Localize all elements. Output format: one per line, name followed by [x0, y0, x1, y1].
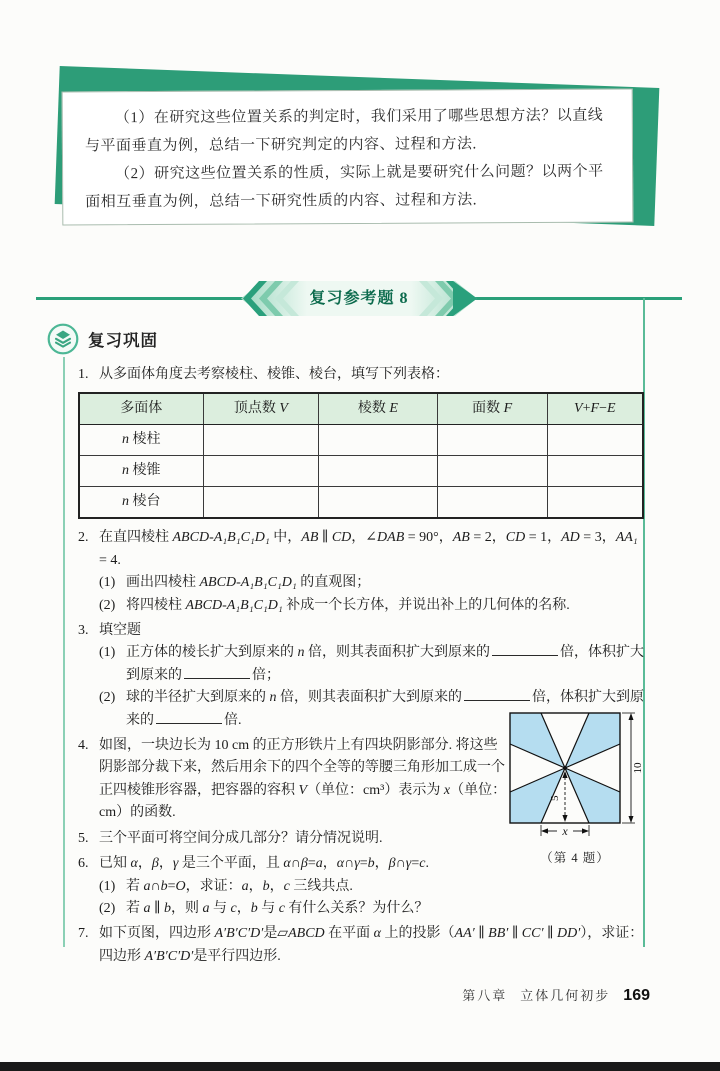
table-empty-cell	[203, 456, 319, 487]
shaded-region	[510, 768, 565, 823]
table-empty-cell	[319, 425, 437, 456]
intro-line-2: （2）研究这些位置关系的性质，实际上就是要研究什么问题？以两个平面相互垂直为例，总结一下研究性质的内容、过程和方法.	[85, 163, 604, 211]
col-header-vertices: 顶点数 V	[203, 393, 319, 425]
footer-chapter: 第八章	[462, 988, 508, 1003]
problem-2-sub-2	[99, 595, 644, 617]
subitem-number: (1)	[99, 645, 116, 661]
footer-page-number: 169	[623, 987, 650, 1004]
problem-1-number: 1.	[78, 367, 89, 382]
subitem-text: 球的半径扩大到原来的 n 倍，则其表面积扩大到原来的 倍，体积扩大到原来的 倍.	[126, 687, 644, 732]
table-empty-cell	[319, 456, 437, 487]
problem-2	[78, 527, 644, 617]
figure-caption: （第 4 题）	[540, 851, 610, 865]
problem-2-text: 在直四棱柱 ABCD-A₁B₁C₁D₁ 中，AB ∥ CD，∠DAB = 90°，AB = 2，CD = 1，AD = 3，AA₁ = 4.	[99, 530, 638, 568]
problem-3-number: 3.	[78, 623, 89, 639]
problem-3-sub-1	[99, 642, 644, 687]
photo-bottom-edge	[0, 1062, 720, 1071]
banner-title: 复习参考题 8	[309, 290, 409, 307]
problem-6-sub-1	[99, 876, 508, 898]
problem-2-number: 2.	[78, 530, 89, 546]
table-empty-cell	[547, 456, 643, 487]
intro-box	[62, 89, 634, 226]
subitem-number: (1)	[99, 575, 116, 591]
problem-6-sub-2	[99, 898, 508, 920]
problem-7-number: 7.	[78, 926, 89, 942]
polyhedron-table	[78, 392, 644, 519]
problem-5-text: 三个平面可将空间分成几部分？请分情况说明.	[99, 830, 383, 846]
left-accent-rule	[63, 357, 65, 947]
problem-6-number: 6.	[78, 856, 89, 872]
col-header-faces: 面数 F	[437, 393, 547, 425]
problem-3-text: 填空题	[99, 623, 141, 639]
problem-4-number: 4.	[78, 738, 89, 754]
dim-label-10: 10	[632, 762, 644, 774]
col-header-polyhedron: 多面体	[79, 393, 203, 425]
table-empty-cell	[547, 425, 643, 456]
banner-rule-left	[36, 297, 243, 300]
problem-5-number: 5.	[78, 830, 89, 846]
square-sheet-diagram	[504, 709, 646, 841]
table-empty-cell	[319, 487, 437, 519]
problem-1-text: 从多面体角度去考察棱柱、棱锥、棱台，填写下列表格：	[99, 367, 449, 382]
row-label-prism: n 棱柱	[79, 425, 203, 456]
layers-icon	[47, 323, 79, 355]
section-title: 复习巩固	[88, 331, 158, 350]
table-empty-cell	[203, 487, 319, 519]
problem-2-sub-1	[99, 572, 644, 594]
dim-label-x: x	[562, 824, 568, 838]
table-empty-cell	[437, 425, 547, 456]
table-header-row	[79, 393, 643, 425]
problem-7	[78, 923, 644, 968]
footer-section: 立体几何初步	[520, 988, 611, 1003]
subitem-text: 画出四棱柱 ABCD-A₁B₁C₁D₁ 的直观图；	[126, 575, 371, 591]
shaded-region	[565, 713, 620, 768]
problem-4-figure	[504, 709, 646, 866]
row-label-pyramid: n 棱锥	[79, 456, 203, 487]
problem-4-text: 如图，一块边长为 10 cm 的正方形铁片上有四块阴影部分. 将这些阴影部分裁下来，然后用余下的四个全等的等腰三角形加工成一个正四棱锥形容器，把容器的容积 V（单位：cm³）表示为 x（单位：cm）的函数.	[99, 738, 507, 821]
banner-rule-right	[475, 297, 682, 300]
subitem-text: 若 a∩b=O，求证：a，b，c 三线共点.	[126, 878, 353, 894]
subitem-text: 若 a ∥ b，则 a 与 c，b 与 c 有什么关系？为什么？	[126, 900, 429, 916]
table-empty-cell	[203, 425, 319, 456]
col-header-edges: 棱数 E	[319, 393, 437, 425]
shaded-region	[510, 713, 565, 768]
table-empty-cell	[437, 487, 547, 519]
table-row	[79, 456, 643, 487]
subitem-number: (2)	[99, 900, 116, 916]
subitem-number: (1)	[99, 878, 116, 894]
table-row	[79, 425, 643, 456]
subitem-text: 正方体的棱长扩大到原来的 n 倍，则其表面积扩大到原来的 倍，体积扩大到原来的 倍；	[126, 642, 644, 687]
review-banner	[241, 281, 477, 316]
review-banner-row	[36, 281, 682, 316]
problem-1	[78, 364, 644, 386]
problem-6-text: 已知 α，β，γ 是三个平面，且 α∩β=a，α∩γ=b，β∩γ=c.	[99, 856, 429, 872]
subitem-number: (2)	[99, 690, 116, 706]
col-header-euler: V+F−E	[547, 393, 643, 425]
intro-line-1: （1）在研究这些位置关系的判定时，我们采用了哪些思想方法？以直线与平面垂直为例，总结一下研究判定的内容、过程和方法.	[84, 107, 604, 155]
table-empty-cell	[547, 487, 643, 519]
page-footer	[462, 985, 650, 1005]
problem-list	[78, 364, 644, 971]
shaded-region	[565, 768, 620, 823]
section-header	[47, 323, 158, 355]
table-row	[79, 487, 643, 519]
problem-7-text: 如下页图，四边形 A′B′C′D′是▱ABCD 在平面 α 上的投影（AA′ ∥ BB′ ∥ CC′ ∥ DD′），求证：四边形 A′B′C′D′是平行四边形.	[99, 926, 644, 964]
table-empty-cell	[437, 456, 547, 487]
row-label-frustum: n 棱台	[79, 487, 203, 519]
subitem-text: 将四棱柱 ABCD-A₁B₁C₁D₁ 补成一个长方体，并说出补上的几何体的名称.	[126, 597, 570, 613]
subitem-number: (2)	[99, 597, 116, 613]
dim-label-5: 5	[549, 795, 561, 801]
